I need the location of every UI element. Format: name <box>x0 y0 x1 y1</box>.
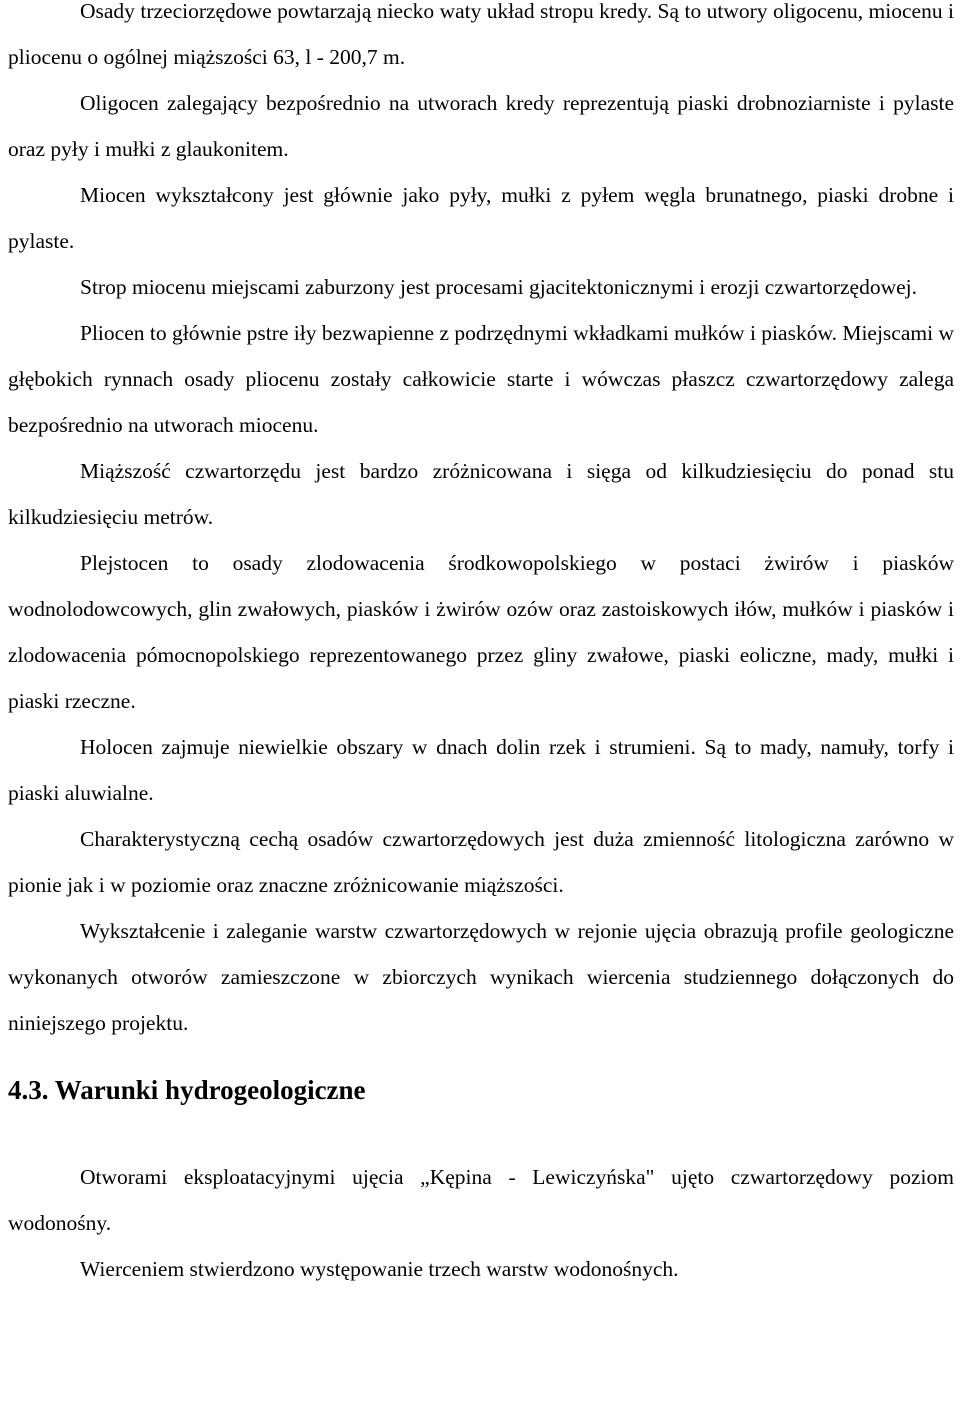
paragraph-oligocene: Oligocen zalegający bezpośrednio na utworach kredy reprezentują piaski drobnoziarniste i pylaste oraz pyły i mułki z glaukonitem. <box>8 91 954 161</box>
paragraph-exploitation-wells: Otworami eksploatacyjnymi ujęcia „Kępina - Lewiczyńska" ujęto czwartorzędowy poziom wodonośny. <box>8 1165 954 1235</box>
paragraph-tertiary-deposits: Osady trzeciorzędowe powtarzają niecko waty układ stropu kredy. Są to utwory oligocenu, miocenu i pliocenu o ogólnej miąższości 63, l - 200,7 m. <box>8 0 954 69</box>
paragraph-quaternary-thickness: Miąższość czwartorzędu jest bardzo zróżnicowana i sięga od kilkudziesięciu do ponad stu kilkudziesięciu metrów. <box>8 459 954 529</box>
section-heading: 4.3. Warunki hydrogeologiczne <box>8 1075 366 1105</box>
paragraph-pliocene: Pliocen to głównie pstre iły bezwapienne z podrzędnymi wkładkami mułków i piasków. Miejscami w głębokich rynnach osady pliocenu zostały całkowicie starte i wówczas płaszcz czwartorzędowy zalega bezpośrednio na utworach miocenu. <box>8 321 954 437</box>
paragraph-holocene: Holocen zajmuje niewielkie obszary w dnach dolin rzek i strumieni. Są to mady, namuły, torfy i piaski aluwialne. <box>8 735 954 805</box>
paragraph-lithology: Charakterystyczną cechą osadów czwartorzędowych jest duża zmienność litologiczna zarówno w pionie jak i w poziomie oraz znaczne zróżnicowanie miąższości. <box>8 827 954 897</box>
paragraph-miocene: Miocen wykształcony jest głównie jako pyły, mułki z pyłem węgla brunatnego, piaski drobne i pylaste. <box>8 183 954 253</box>
paragraph-aquifers: Wierceniem stwierdzono występowanie trzech warstw wodonośnych. <box>80 1257 679 1281</box>
paragraph-miocene-top: Strop miocenu miejscami zaburzony jest procesami gjacitektonicznymi i erozji czwartorzędowej. <box>80 275 917 299</box>
paragraph-pleistocene: Plejstocen to osady zlodowacenia środkowopolskiego w postaci żwirów i piasków wodnolodowcowych, glin zwałowych, piasków i żwirów ozów oraz zastoiskowych iłów, mułków i piasków i zlodowacenia pómocnopolskiego reprezentowanego przez gliny zwałowe, piaski eoliczne, mady, mułki i piaski rzeczne. <box>8 551 954 713</box>
section-heading-wrap <box>0 1074 960 1106</box>
paragraph-geological-profiles: Wykształcenie i zaleganie warstw czwartorzędowych w rejonie ujęcia obrazują profile geologiczne wykonanych otworów zamieszczone w zbiorczych wynikach wiercenia studziennego dołączonych do niniejszego projektu. <box>8 919 954 1035</box>
